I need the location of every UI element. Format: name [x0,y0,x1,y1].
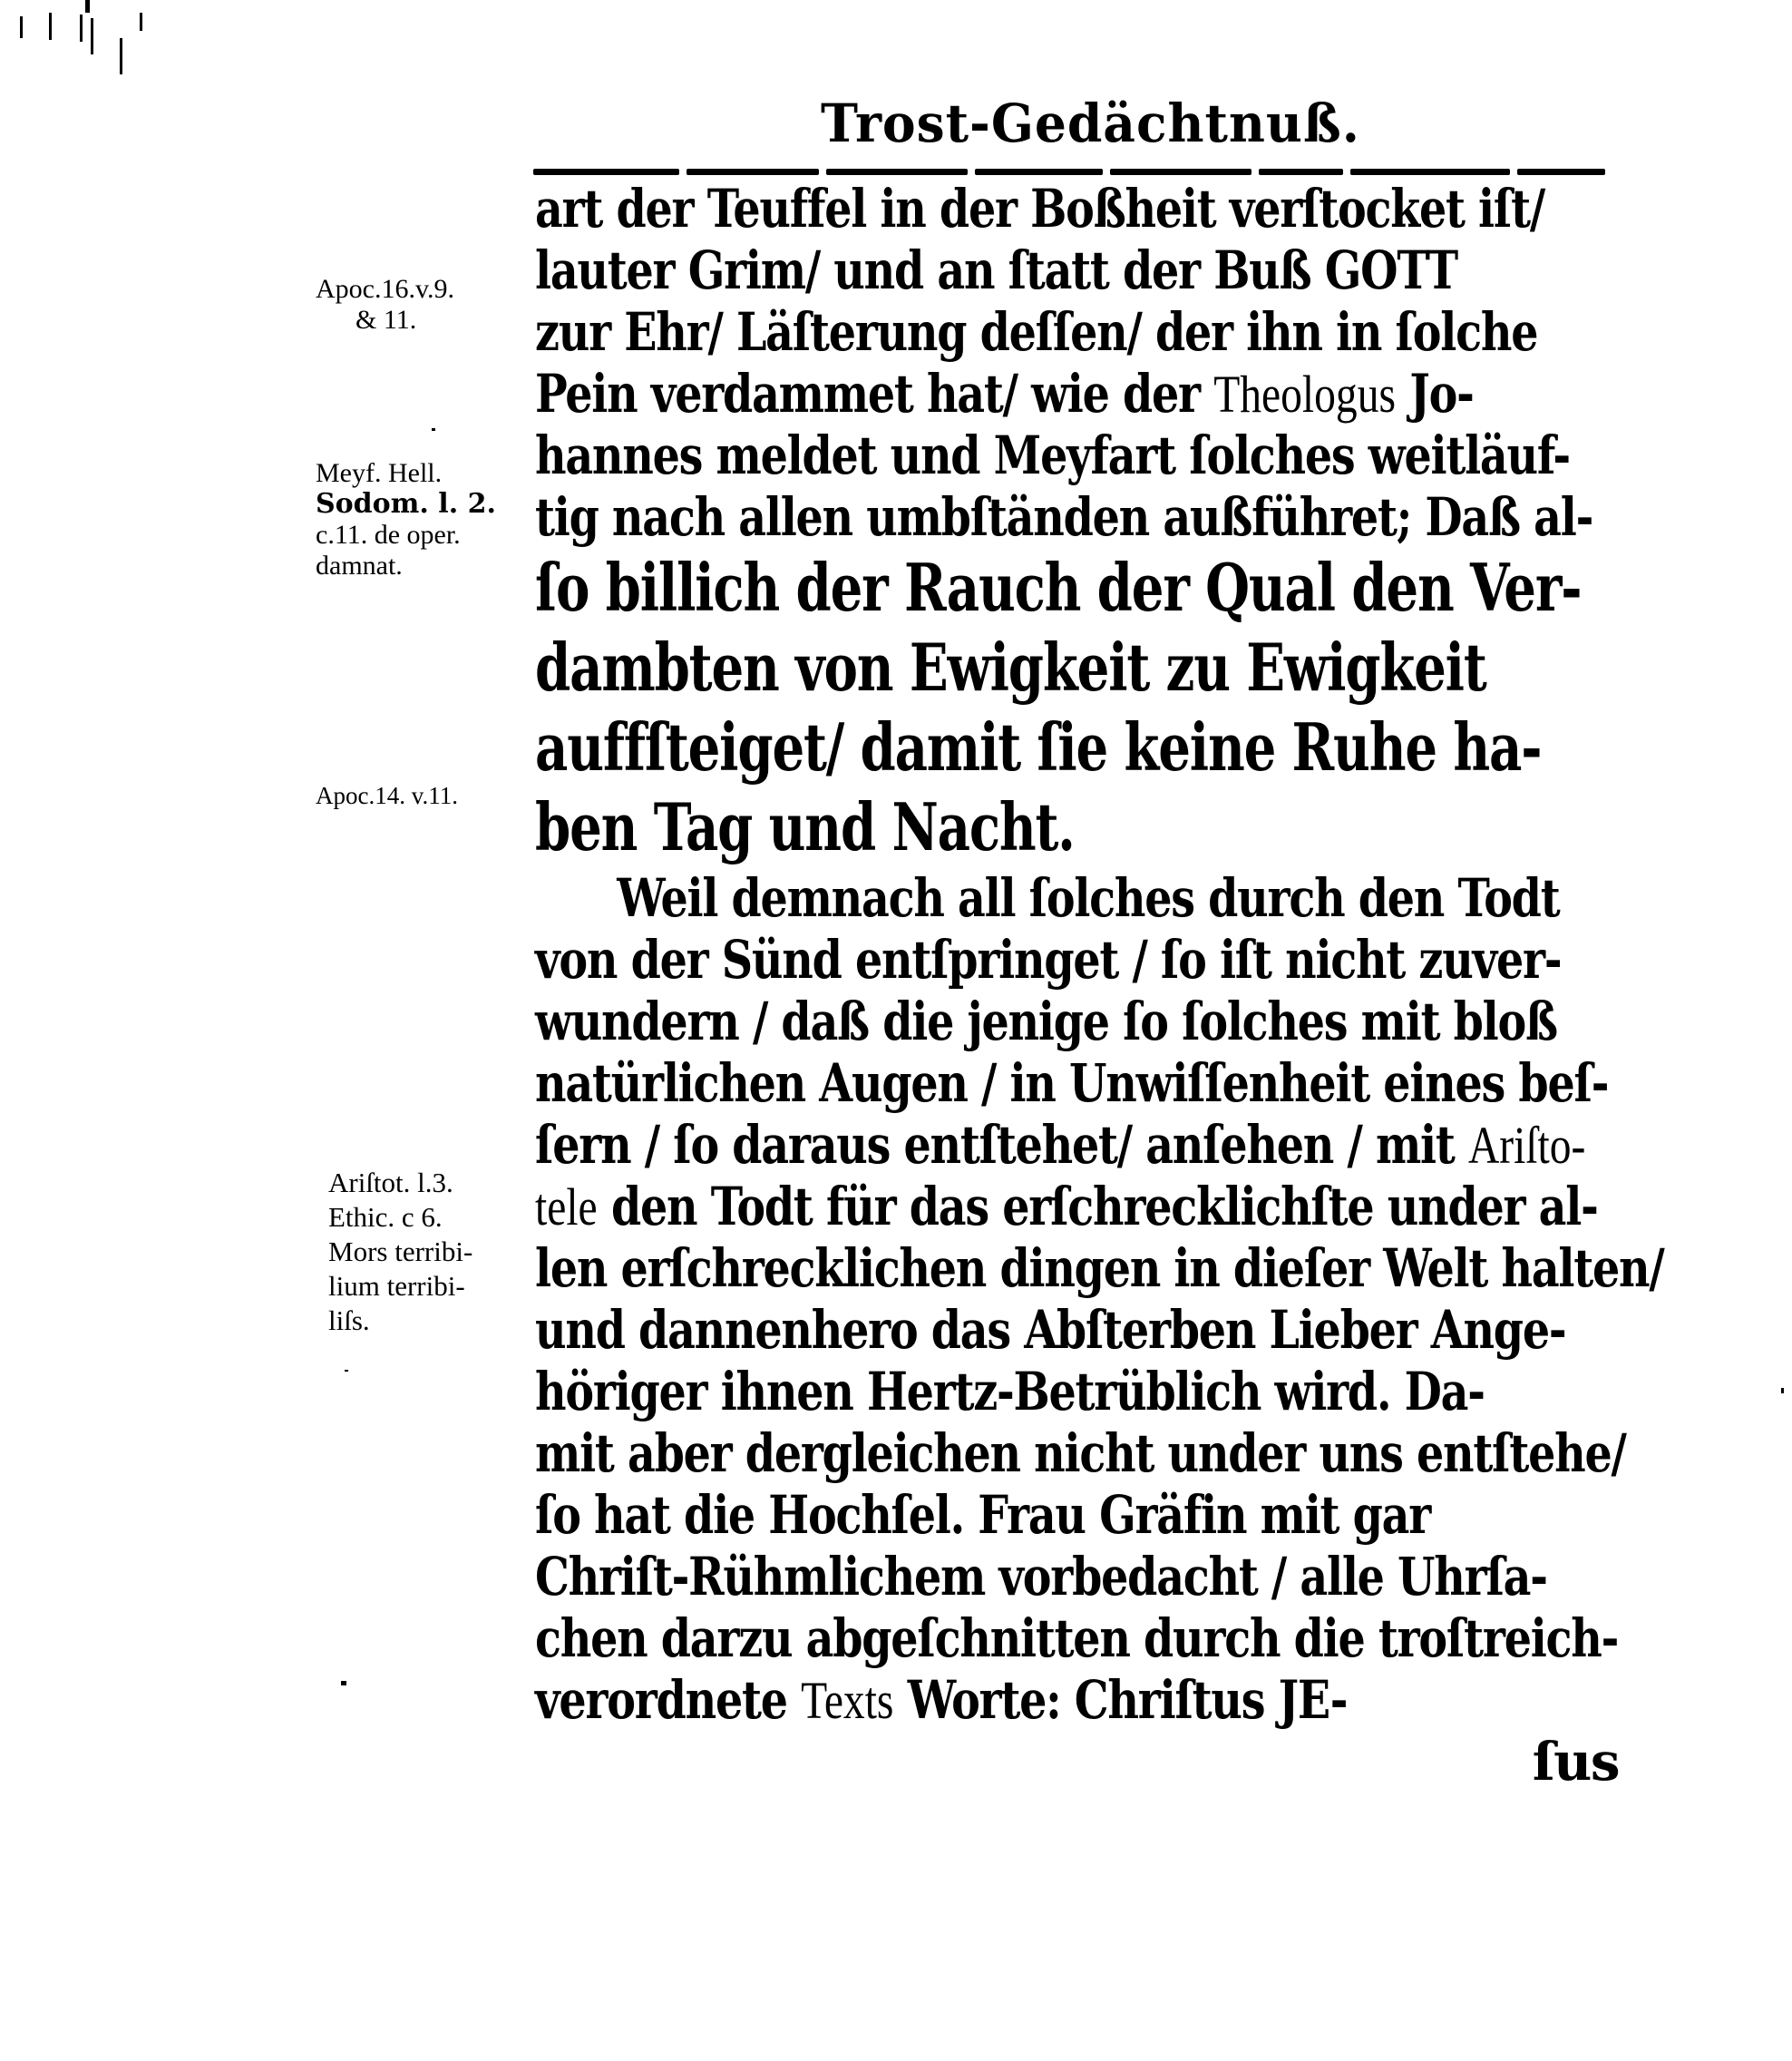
paragraph-start-line: Weil demnach all ſolches durch den Todt [617,867,1560,929]
header-rule [533,166,1605,175]
text-line: ſern / ſo daraus entſtehet/ anſehen / mit Ariſto- [535,1114,1586,1176]
antiqua-word: tele [535,1177,598,1236]
scan-speck [345,1370,348,1372]
running-head: Trost-Gedächtnuß. [821,93,1360,154]
body-text [535,178,1664,1792]
text-line-emphasis: ben Tag und Nacht. [535,788,1075,865]
scan-artifacts [16,0,161,91]
text-line: Chriſt-Rühmlichem vorbedacht / alle Uhrſa- [535,1546,1547,1607]
text-line: ſo hat die Hochſel. Frau Gräfin mit gar [535,1484,1431,1546]
marginal-note-apoc-14: Apoc.14. v.11. [316,782,458,809]
scan-speck [1781,1388,1784,1393]
text-line: von der Sünd entſpringet / ſo iſt nicht zuver- [535,929,1562,991]
text-line: len erſchrecklichen dingen in dieſer Welt halten/ [535,1237,1664,1299]
text-line: art der Teuffel in der Boßheit verſtocket iſt/ [535,178,1545,239]
antiqua-word: Ariſto- [1467,1116,1586,1175]
text-line: lauter Grim/ und an ſtatt der Buß GOTT [535,239,1457,301]
marginal-note-apoc-16: Apoc.16.v.9. & 11. [316,274,455,335]
text-line: tig nach allen umbſtänden außführet; Daß al- [535,486,1593,548]
scan-speck [432,428,435,431]
text-line-emphasis: ſo billich der Rauch der Qual den Ver- [535,549,1582,626]
marginal-note-aristotle: Ariſtot. l.3. Ethic. c 6. Mors terribi- lium terribi- liſs. [328,1167,473,1336]
text-line: höriger ihnen Hertz-Betrüblich wird. Da- [535,1361,1485,1422]
text-line: verordnete Texts Worte: Chriſtus JE- [535,1669,1348,1731]
antiqua-word: Theologus [1213,365,1396,424]
antiqua-word: Texts [801,1671,894,1730]
text-line: chen darzu abgeſchnitten durch die troſtreich- [535,1607,1619,1669]
text-line: Pein verdammet hat/ wie der Theologus Jo- [535,363,1474,425]
text-line: und dannenhero das Abſterben Lieber Ange- [535,1299,1566,1361]
catchword: ſus [1532,1731,1619,1792]
text-line: mit aber dergleichen nicht under uns entſtehe/ [535,1422,1626,1484]
text-line: tele den Todt für das erſchrecklichſte under al- [535,1176,1598,1237]
marginal-note-meyfart: Meyf. Hell. Sodom. l. 2. c.11. de oper. damnat. [316,458,496,581]
text-line: hannes meldet und Meyfart ſolches weitläuf- [535,425,1570,486]
text-line-emphasis: dambten von Ewigkeit zu Ewigkeit [535,629,1486,706]
text-line: zur Ehr/ Läſterung deſſen/ der ihn in ſolche [535,301,1538,363]
text-line: natürlichen Augen / in Unwiſſenheit eines beſ- [535,1052,1609,1114]
text-line-emphasis: auffſteiget/ damit ſie keine Ruhe ha- [535,708,1542,786]
text-line: wundern / daß die jenige ſo ſolches mit bloß [535,991,1557,1052]
scan-speck [341,1681,346,1685]
